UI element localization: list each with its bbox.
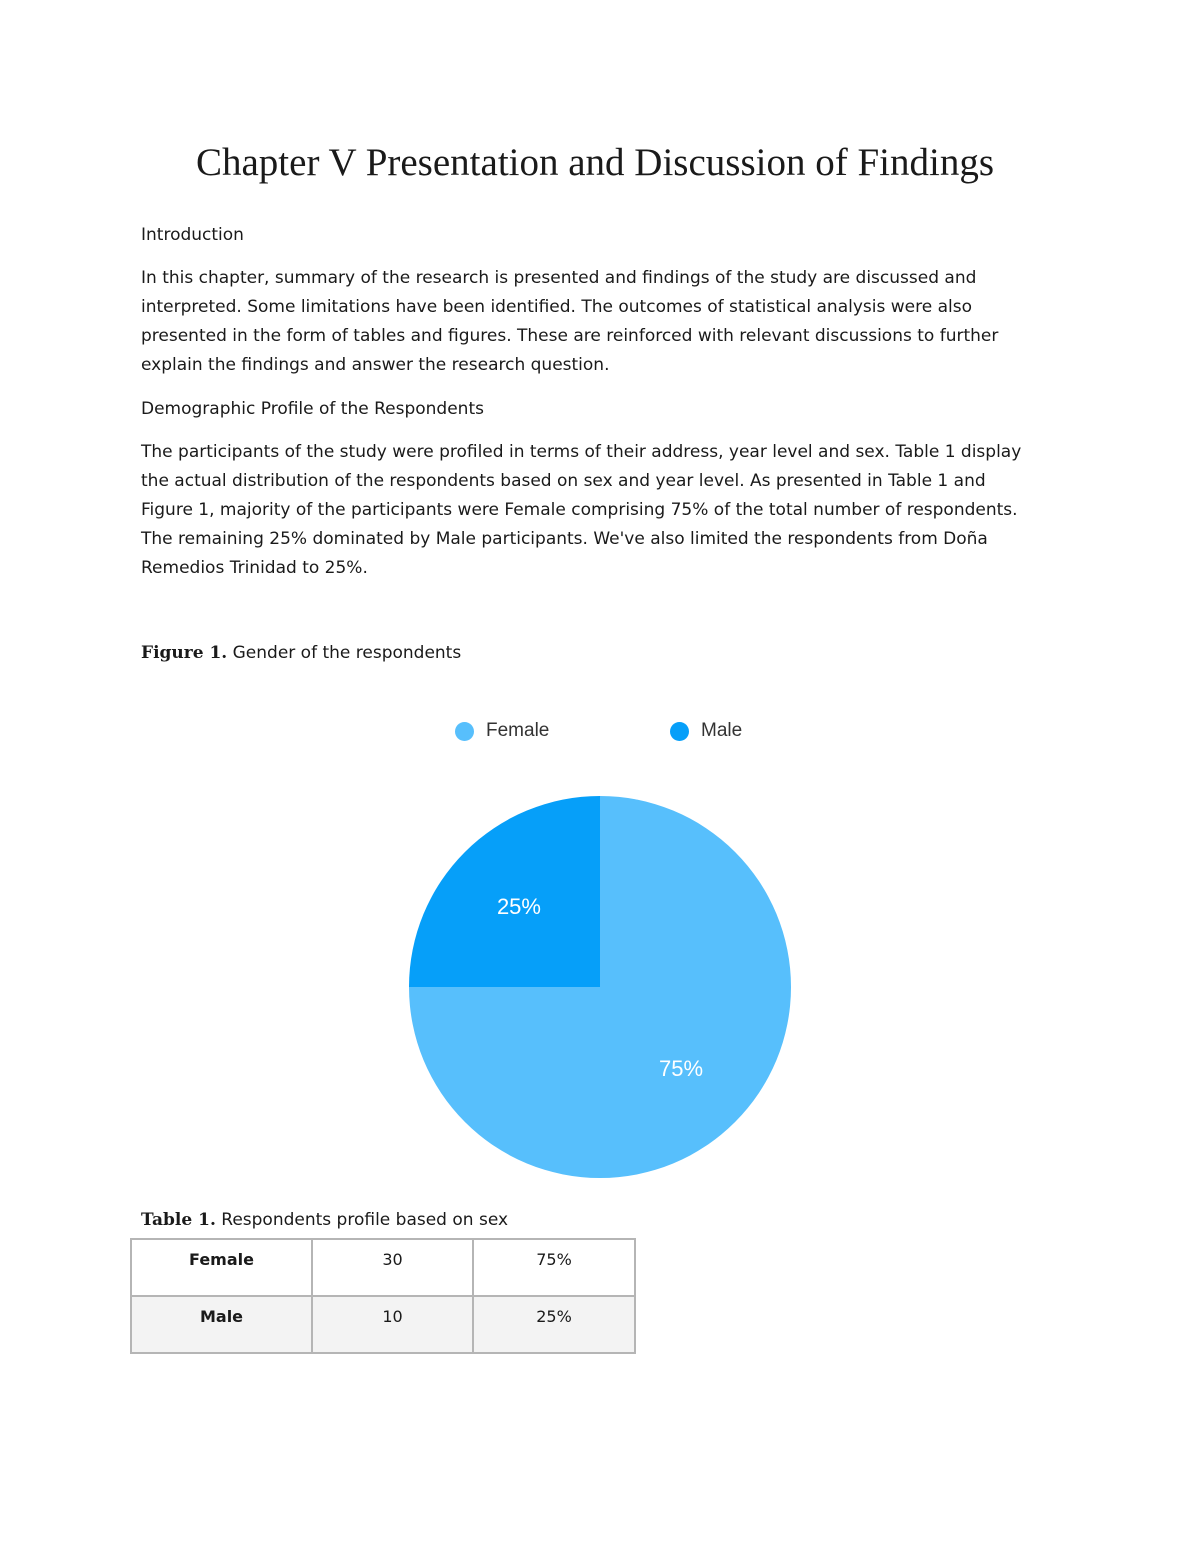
intro-paragraph [141, 264, 1051, 380]
demographic-line: The remaining 25% dominated by Male participants. We've also limited the respondents from Doña [141, 529, 988, 549]
intro-line: presented in the form of tables and figures. These are reinforced with relevant discussions to further [141, 326, 999, 346]
intro-line: In this chapter, summary of the research is presented and findings of the study are discussed and [141, 268, 977, 288]
legend-swatch-female [455, 722, 474, 741]
demographic-line: The participants of the study were profiled in terms of their address, year level and sex. Table 1 display [141, 442, 1022, 462]
demographic-paragraph [141, 438, 1051, 583]
pie-label-female: 75% [659, 1056, 704, 1082]
table-caption-label: Table 1. [141, 1210, 216, 1230]
table-cell-sex: Male [131, 1296, 312, 1353]
table-caption [141, 1210, 508, 1230]
legend-label-female: Female [486, 720, 550, 741]
figure-caption-text: Gender of the respondents [227, 643, 462, 663]
intro-heading: Introduction [141, 225, 244, 245]
legend-item-male [670, 720, 742, 742]
table-cell-count: 30 [312, 1239, 473, 1296]
legend-swatch-male [670, 722, 689, 741]
pie-label-male: 25% [496, 893, 541, 919]
legend-label-male: Male [701, 720, 743, 741]
legend-item-female [455, 720, 549, 742]
table-cell-sex: Female [131, 1239, 312, 1296]
table-row [131, 1296, 635, 1353]
intro-line: interpreted. Some limitations have been identified. The outcomes of statistical analysis were also [141, 297, 972, 317]
table-cell-percent: 75% [473, 1239, 635, 1296]
demographic-line: the actual distribution of the respondents based on sex and year level. As presented in Table 1 and [141, 471, 986, 491]
figure-caption [141, 643, 461, 663]
table-cell-percent: 25% [473, 1296, 635, 1353]
intro-line: explain the findings and answer the research question. [141, 355, 610, 375]
page-title: Chapter V Presentation and Discussion of Findings [195, 141, 994, 184]
table-caption-text: Respondents profile based on sex [215, 1210, 509, 1230]
demographic-line: Remedios Trinidad to 25%. [141, 558, 368, 578]
figure-caption-label: Figure 1. [141, 643, 228, 663]
pie-chart [400, 785, 800, 1185]
pie-slice-male [409, 796, 600, 987]
table-cell-count: 10 [312, 1296, 473, 1353]
demographic-heading: Demographic Profile of the Respondents [141, 399, 484, 419]
demographic-line: Figure 1, majority of the participants were Female comprising 75% of the total number of respondents. [141, 500, 1018, 520]
respondents-table [130, 1238, 636, 1354]
table-row [131, 1239, 635, 1296]
